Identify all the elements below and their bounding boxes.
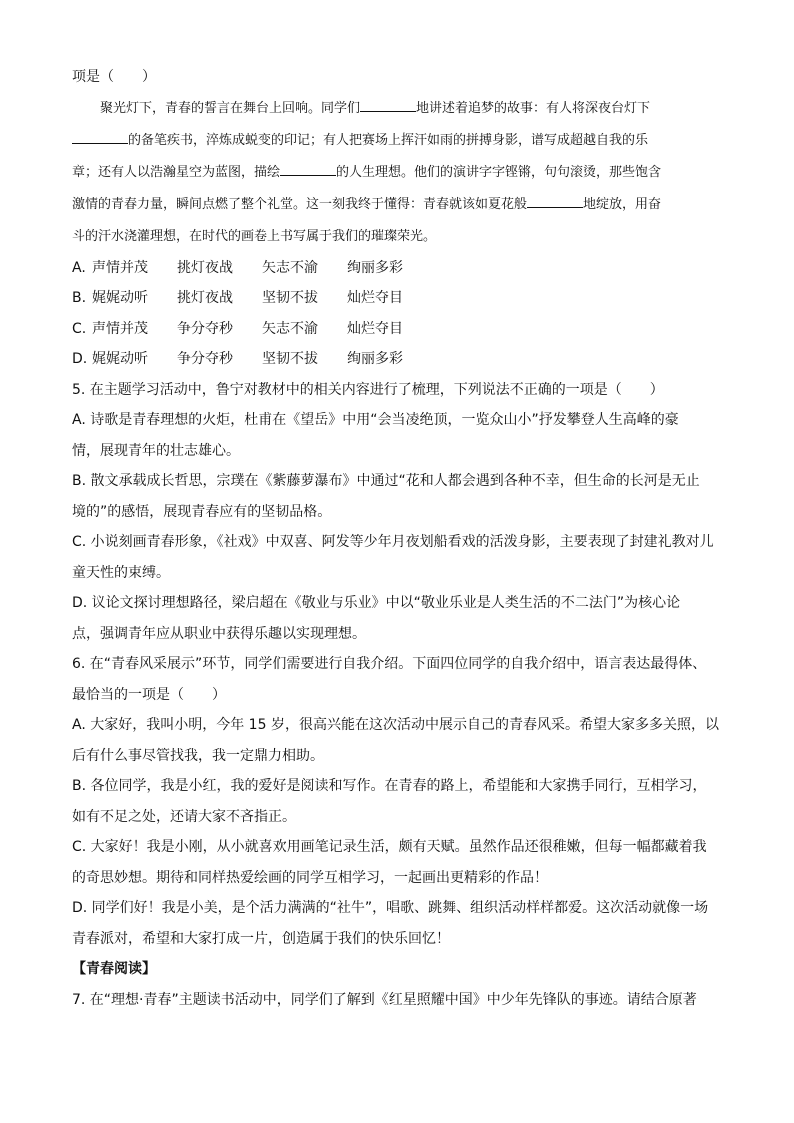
fill-blank-3 xyxy=(280,161,336,176)
option-d-line: D. 议论文探讨理想路径，梁启超在《敬业与乐业》中以“敬业乐业是人类生活的不二法门”为核心论 xyxy=(72,595,681,611)
fill-blank-2 xyxy=(72,129,128,144)
question-stem: 6. 在“青春风采展示”环节，同学们需要进行自我介绍。下面四位同学的自我介绍中，语言表达最得体、 xyxy=(72,656,707,672)
q4-passage xyxy=(72,93,722,253)
passage-line: 斗的汗水浇灌理想，在时代的画卷上书写属于我们的璀璨荣光。 xyxy=(72,228,437,244)
option-b-line: 如有不足之处，还请大家不吝指正。 xyxy=(72,808,296,825)
option-a-line: A. 大家好，我叫小明，今年 15 岁，很高兴能在这次活动中展示自己的青春风采。希望大家多多关照，以 xyxy=(72,717,719,733)
fill-blank-1 xyxy=(360,97,416,112)
option-b-line: 境的”的感悟，展现青春应有的坚韧品格。 xyxy=(72,503,332,520)
section-title: 【青春阅读】 xyxy=(72,961,156,977)
option-b-line: B. 散文承载成长哲思，宗璞在《紫藤萝瀑布》中通过“花和人都会遇到各种不幸，但生命的长河是无止 xyxy=(72,473,700,489)
passage-line: 的备笔疾书，淬炼成蜕变的印记；有人把赛场上挥汗如雨的拼搏身影，谱写成超越自我的乐 xyxy=(72,125,722,157)
option-c-line: 的奇思妙想。期待和同样热爱绘画的同学互相学习，一起画出更精彩的作品！ xyxy=(72,869,548,886)
option-a: A. 声情并茂 挑灯夜战 矢志不渝 绚丽多彩 xyxy=(72,259,403,276)
passage-line: 章；还有人以浩瀚星空为蓝图，描绘 的人生理想。他们的演讲字字铿锵，句句滚烫，那些饱含 xyxy=(72,157,722,189)
option-d-line: 青春派对，希望和大家打成一片，创造属于我们的快乐回忆！ xyxy=(72,930,450,947)
passage-line: 聚光灯下，青春的誓言在舞台上回响。同学们 地讲述着追梦的故事：有人将深夜台灯下 xyxy=(72,93,722,125)
question-6 xyxy=(72,649,722,954)
question-5 xyxy=(72,375,722,650)
option-a-line: 情，展现青年的壮志雄心。 xyxy=(72,442,240,459)
option-b-line: B. 各位同学，我是小红，我的爱好是阅读和写作。在青春的路上，希望能和大家携手同行，互相学习， xyxy=(72,778,707,794)
option-b: B. 娓娓动听 挑灯夜战 坚韧不拔 灿烂夺目 xyxy=(72,290,403,306)
fill-blank-4 xyxy=(527,193,583,208)
option-d-line: 点，强调青年应从职业中获得乐趣以实现理想。 xyxy=(72,625,366,642)
option-d-line: D. 同学们好！我是小美，是个活力满满的“社牛”，唱歌、跳舞、组织活动样样都爱。这次活动就像一场 xyxy=(72,900,709,916)
q4-stem-tail: 项是（ ） xyxy=(72,69,156,85)
passage-line: 激情的青春力量，瞬间点燃了整个礼堂。这一刻我终于懂得：青春就该如夏花般 地绽放，用奋 xyxy=(72,189,722,221)
question-7 xyxy=(72,985,722,1016)
option-a-line: A. 诗歌是青春理想的火炬，杜甫在《望岳》中用“会当凌绝顶，一览众山小”抒发攀登人生高峰的豪 xyxy=(72,412,679,428)
option-c: C. 声情并茂 争分夺秒 矢志不渝 灿烂夺目 xyxy=(72,320,403,337)
option-c-line: C. 大家好！我是小刚，从小就喜欢用画笔记录生活，颇有天赋。虽然作品还很稚嫩，但每一幅都藏着我 xyxy=(72,839,707,855)
question-stem: 5. 在主题学习活动中，鲁宁对教材中的相关内容进行了梳理，下列说法不正确的一项是（ ） xyxy=(72,381,664,398)
option-c-line: 童天性的束缚。 xyxy=(72,564,170,581)
option-d: D. 娓娓动听 争分夺秒 坚韧不拔 绚丽多彩 xyxy=(72,351,403,367)
q4-options xyxy=(72,253,722,375)
question-stem: 7. 在“理想·青春”主题读书活动中，同学们了解到《红星照耀中国》中少年先锋队的事迹。请结合原著 xyxy=(72,991,697,1008)
document-page xyxy=(72,62,722,1015)
option-a-line: 后有什么事尽管找我，我一定鼎力相助。 xyxy=(72,747,324,764)
question-stem: 最恰当的一项是（ ） xyxy=(72,686,226,703)
option-c-line: C. 小说刻画青春形象，《社戏》中双喜、阿发等少年月夜划船看戏的活泼身影，主要表现了封建礼教对儿 xyxy=(72,534,714,550)
